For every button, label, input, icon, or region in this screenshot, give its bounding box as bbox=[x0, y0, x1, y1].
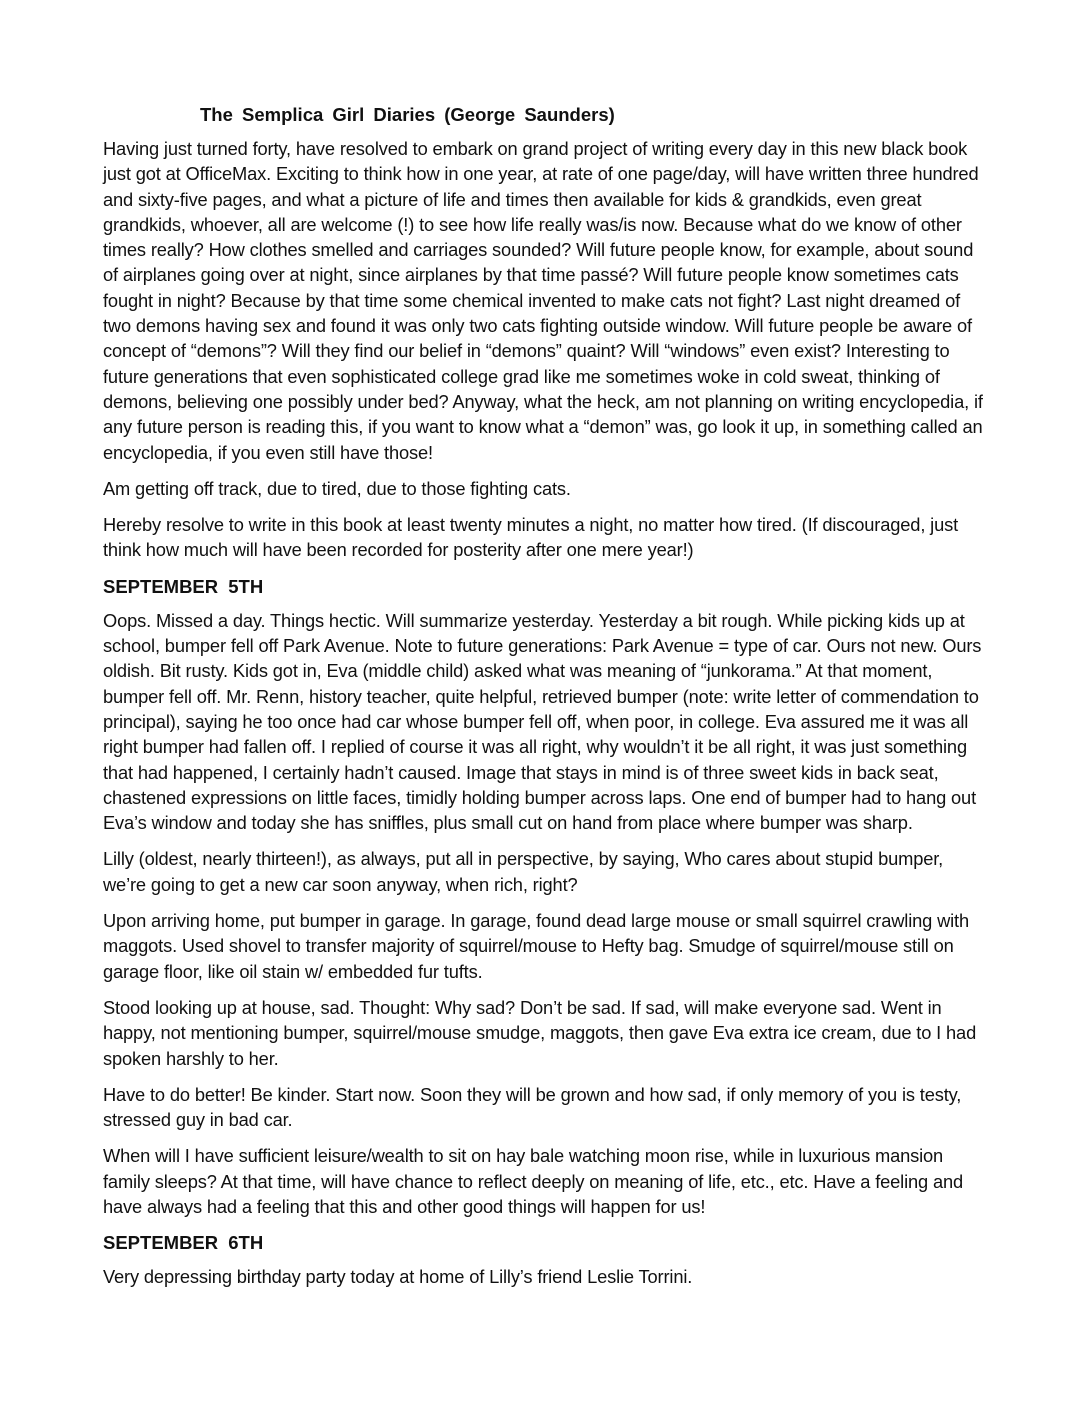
sept-5-paragraph-1: Oops. Missed a day. Things hectic. Will summarize yesterday. Yesterday a bit rough. While picking kids up at school, bumper fell off Park Avenue. Note to future generations: Park Avenue = type of car. Ours not new. Ours oldish. Bit rusty. Kids got in, Eva (middle child) asked what was meaning of “junkorama.” At that moment, bumper fell off. Mr. Renn, history teacher, quite helpful, retrieved bumper (note: write letter of commendation to principal), saying he too once had car whose bumper fell off, when poor, in college. Eva assured me it was all right bumper had fallen off. I replied of course it was all right, why wouldn’t it be all right, it was just something that had happened, I certainly hadn’t caused. Image that stays in mind is of three sweet kids in back seat, chastened expressions on little faces, timidly holding bumper across laps. One end of bumper had to hang out Eva’s window and today she has sniffles, plus small cut on hand from place where bumper was sharp. bbox=[103, 609, 982, 834]
document-page bbox=[103, 102, 983, 1301]
document-title: The Semplica Girl Diaries (George Saunders) bbox=[200, 104, 615, 125]
sept-5-paragraph-6: When will I have sufficient leisure/wealth to sit on hay bale watching moon rise, while in luxurious mansion family sleeps? At that time, will have chance to reflect deeply on meaning of life, etc., etc. Have a feeling and have always had a feeling that this and other good things will happen for us! bbox=[103, 1145, 964, 1217]
sept-5-paragraph-4: Stood looking up at house, sad. Thought: Why sad? Don’t be sad. If sad, will make everyone sad. Went in happy, not mentioning bumper, squirrel/mouse smudge, maggots, then gave Eva extra ice cream, due to I had spoken harshly to her. bbox=[103, 996, 977, 1069]
sept-5-paragraph-3: Upon arriving home, put bumper in garage. In garage, found dead large mouse or small squirrel crawling with maggots. Used shovel to transfer majority of squirrel/mouse to Hefty bag. Smudge of squirrel/mouse still on garage floor, like oil stain w/ embedded fur tufts. bbox=[103, 910, 969, 982]
intro-paragraph-2: Am getting off track, due to tired, due to those fighting cats. bbox=[103, 477, 571, 499]
sept-6-paragraph-1: Very depressing birthday party today at home of Lilly’s friend Leslie Torrini. bbox=[103, 1266, 693, 1288]
section-heading-sept-5: SEPTEMBER 5TH bbox=[103, 575, 264, 597]
section-heading-sept-6: SEPTEMBER 6TH bbox=[103, 1232, 264, 1254]
sept-5-paragraph-5: Have to do better! Be kinder. Start now. Soon they will be grown and how sad, if only memory of you is testy, stressed guy in bad car. bbox=[103, 1083, 962, 1131]
intro-paragraph-3: Hereby resolve to write in this book at least twenty minutes a night, no matter how tired. (If discouraged, just think how much will have been recorded for posterity after one mere year!) bbox=[103, 514, 959, 561]
sept-5-paragraph-2: Lilly (oldest, nearly thirteen!), as always, put all in perspective, by saying, Who cares about stupid bumper, we’re going to get a new car soon anyway, when rich, right? bbox=[103, 848, 944, 895]
intro-paragraph-1: Having just turned forty, have resolved to embark on grand project of writing every day in this new black book just got at OfficeMax. Exciting to think how in one year, at rate of one page/day, will have written three hundred and sixty-five pages, and what a picture of life and times then available for kids & grandkids, even great grandkids, whoever, all are welcome (!) to see how life really was/is now. Because what do we know of other times really? How clothes smelled and carriages sounded? Will future people know, for example, about sound of airplanes going over at night, since airplanes by that time passé? Will future people know sometimes cats fought in night? Because by that time some chemical invented to make cats not fight? Last night dreamed of two demons having sex and found it was only two cats fighting outside window. Will future people be aware of concept of “demons”? Will they find our belief in “demons” quaint? Will “windows” even exist? Interesting to future generations that even sophisticated college grad like me sometimes woke in cold sweat, thinking of demons, believing one possibly under bed? Anyway, what the heck, am not planning on writing encyclopedia, if any future person is reading this, if you want to know what a “demon” was, go look it up, in something called an encyclopedia, if you even still have those! bbox=[103, 138, 983, 463]
